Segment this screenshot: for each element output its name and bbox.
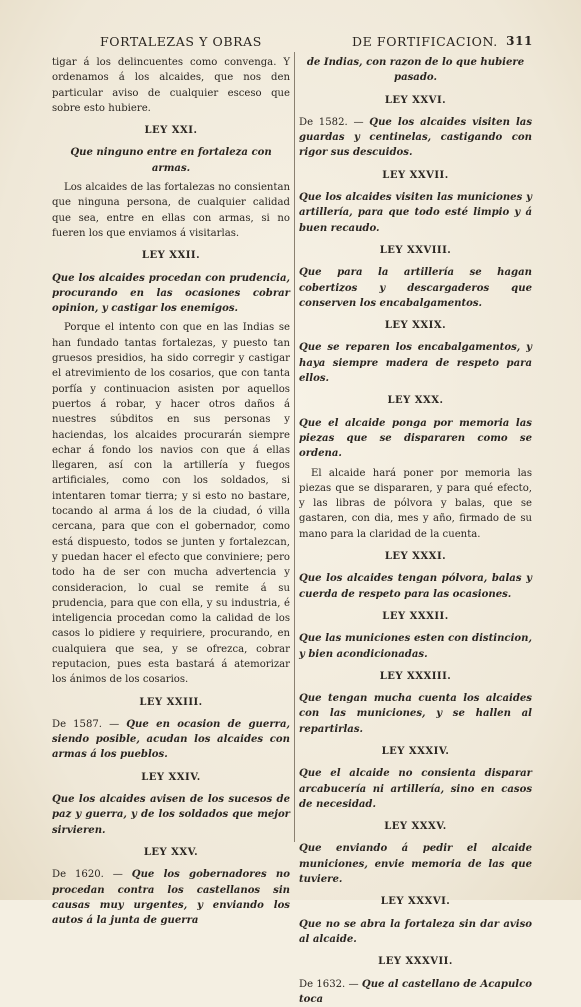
- law-title: LEY XXXII.: [382, 610, 449, 622]
- law-title: LEY XXVI.: [384, 94, 447, 106]
- law-heading: Que el alcaide no consienta disparar arcabucería ni artillería, sino en casos de necesidad.: [299, 768, 532, 810]
- law-date: De 1582.: [299, 116, 348, 128]
- law-heading: Que los alcaides avisen de los sucesos de paz y guerra, y de los soldados que mejor sirvieren.: [52, 794, 290, 836]
- header-right-title: DE FORTIFICACION.: [352, 34, 498, 49]
- law-title: LEY XXXV.: [384, 821, 447, 833]
- law-title: LEY XXIV.: [141, 771, 201, 783]
- paragraph: tigar á los delincuentes como convenga. Y ordenamos á los alcaides, que nos den particular aviso de cualquier esceso que sobre esto hubiere.: [52, 57, 290, 114]
- law-date: De 1632.: [299, 978, 346, 990]
- law-heading-block: De 1620. — Que los gobernadores no procedan contra los castellanos sin causas muy urgentes, y enviando los autos á la junta de guerra: [52, 869, 290, 927]
- law-title: LEY XXIX.: [384, 320, 447, 332]
- law-heading: Que tengan mucha cuenta los alcaides con las municiones, y se hallen al repartirlas.: [299, 693, 532, 735]
- law-heading: Que se reparen los encabalgamentos, y haya siempre madera de respeto para ellos.: [299, 342, 532, 385]
- law-heading: Que los alcaides visiten las guardas y centinelas, castigando con rigor sus descuidos.: [299, 116, 533, 159]
- law-text: Los alcaides de las fortalezas no consientan que ninguna persona, de cualquier calidad que sea, entre en ellas con armas, si no fueren los que enviamos á visitarlas.: [52, 182, 290, 239]
- law-title: LEY XXXVI.: [380, 896, 451, 908]
- law-date: De 1620.: [52, 869, 104, 881]
- law-title: LEY XXIII.: [139, 696, 203, 708]
- law-title: LEY XXV.: [143, 846, 199, 858]
- law-heading: Que no se abra la fortaleza sin dar aviso al alcaide.: [299, 918, 532, 945]
- law-title: LEY XXXVII.: [378, 956, 453, 968]
- law-text: El alcaide hará poner por memoria las piezas que se dispararen, y para qué efecto, y las libras de pólvora y balas, que se gastaren, con dia, mes y año, firmado de su mano para la claridad de la cuenta.: [299, 467, 532, 540]
- law-title: LEY XXVII.: [382, 169, 449, 181]
- law-title: LEY XXII.: [141, 250, 201, 262]
- running-header: [60, 34, 533, 54]
- law-heading: Que los gobernadores no procedan contra los castellanos sin causas muy urgentes, y enviando los autos á la junta de guerra: [52, 869, 290, 927]
- law-heading: Que para la artillería se hagan cobertizos y descargaderos que conserven los encabalgamentos.: [299, 267, 532, 309]
- law-heading-block: De 1632. — Que al castellano de Acapulco toca: [299, 978, 533, 1005]
- law-title: LEY XXI.: [144, 125, 198, 137]
- law-heading-block: De 1582. — Que los alcaides visiten las guardas y centinelas, castigando con rigor sus descuidos.: [299, 116, 533, 159]
- law-heading: Que al castellano de Acapulco toca: [299, 978, 533, 1005]
- law-heading: Que el alcaide ponga por memoria las piezas que se dispararen como se ordena.: [299, 417, 532, 460]
- law-heading-block: De 1587. — Que en ocasion de guerra, siendo posible, acudan los alcaides con armas á los pueblos.: [52, 718, 291, 761]
- law-date: De 1587.: [52, 718, 103, 730]
- law-heading: Que los alcaides procedan con prudencia, procurando en las ocasiones cobrar opinion, y castigar los enemigos.: [52, 272, 290, 315]
- law-title: LEY XXVIII.: [379, 244, 452, 256]
- law-title: LEY XXX.: [387, 395, 444, 407]
- law-heading: Que los alcaides tengan pólvora, balas y cuerda de respeto para las ocasiones.: [299, 573, 532, 600]
- law-heading: Que en ocasion de guerra, siendo posible, acudan los alcaides con armas á los pueblos.: [52, 718, 291, 761]
- law-heading: Que enviando á pedir el alcaide municiones, envie memoria de las que tuviere.: [299, 843, 532, 886]
- law-text: Porque el intento con que en las Indias se han fundado tantas fortalezas, y puesto tan gruesos presidios, ha sido corregir y castigar el atrevimiento de los cosarios, que con tanta porfía y continuacion asisten por aquellos puertos á robar, y hacer otros daños á nuestres súbditos en sus personas y haciendas, los alcaides procurarán siempre echar á fondo los navios con que á ellas llegaren, así con la artillería y fuegos artificiales, como con los soldados, si intentaren tomar tierra; y si esto no bastare, tocando al arma á los de la ciudad, ó villa cercana, para que con el gobernador, como está dispuesto, todos se junten y fortalezcan, y puedan hacer el efecto que conviniere; pero todo ha de ser con mucha advertencia y consideracion, lo cual se remite á su prudencia, para que con ella, y su industria, é inteligencia procedan como la calidad de los casos lo pidiere y requiriere, procurando, en cualquiera que sea, y se ofrezca, cobrar reputacion, pues esta bastará á atemorizar los ánimos de los cosarios.: [52, 322, 290, 686]
- law-title: LEY XXXI.: [384, 551, 447, 563]
- law-heading: Que las municiones esten con distincion, y bien acondicionadas.: [299, 633, 532, 660]
- right-column: [299, 55, 532, 1007]
- column-divider: [294, 52, 295, 842]
- header-left-title: FORTALEZAS Y OBRAS: [100, 34, 262, 49]
- law-heading: Que ninguno entre en fortaleza con armas.: [70, 147, 272, 174]
- paragraph: de Indias, con razon de lo que hubiere pasado.: [306, 57, 525, 84]
- law-title: LEY XXXIII.: [379, 670, 452, 682]
- law-title: LEY XXXIV.: [381, 745, 450, 757]
- page-number: 311: [506, 34, 533, 48]
- left-column: [52, 55, 290, 928]
- law-heading: Que los alcaides visiten las municiones y artillería, para que todo esté limpio y á buen recaudo.: [299, 192, 532, 234]
